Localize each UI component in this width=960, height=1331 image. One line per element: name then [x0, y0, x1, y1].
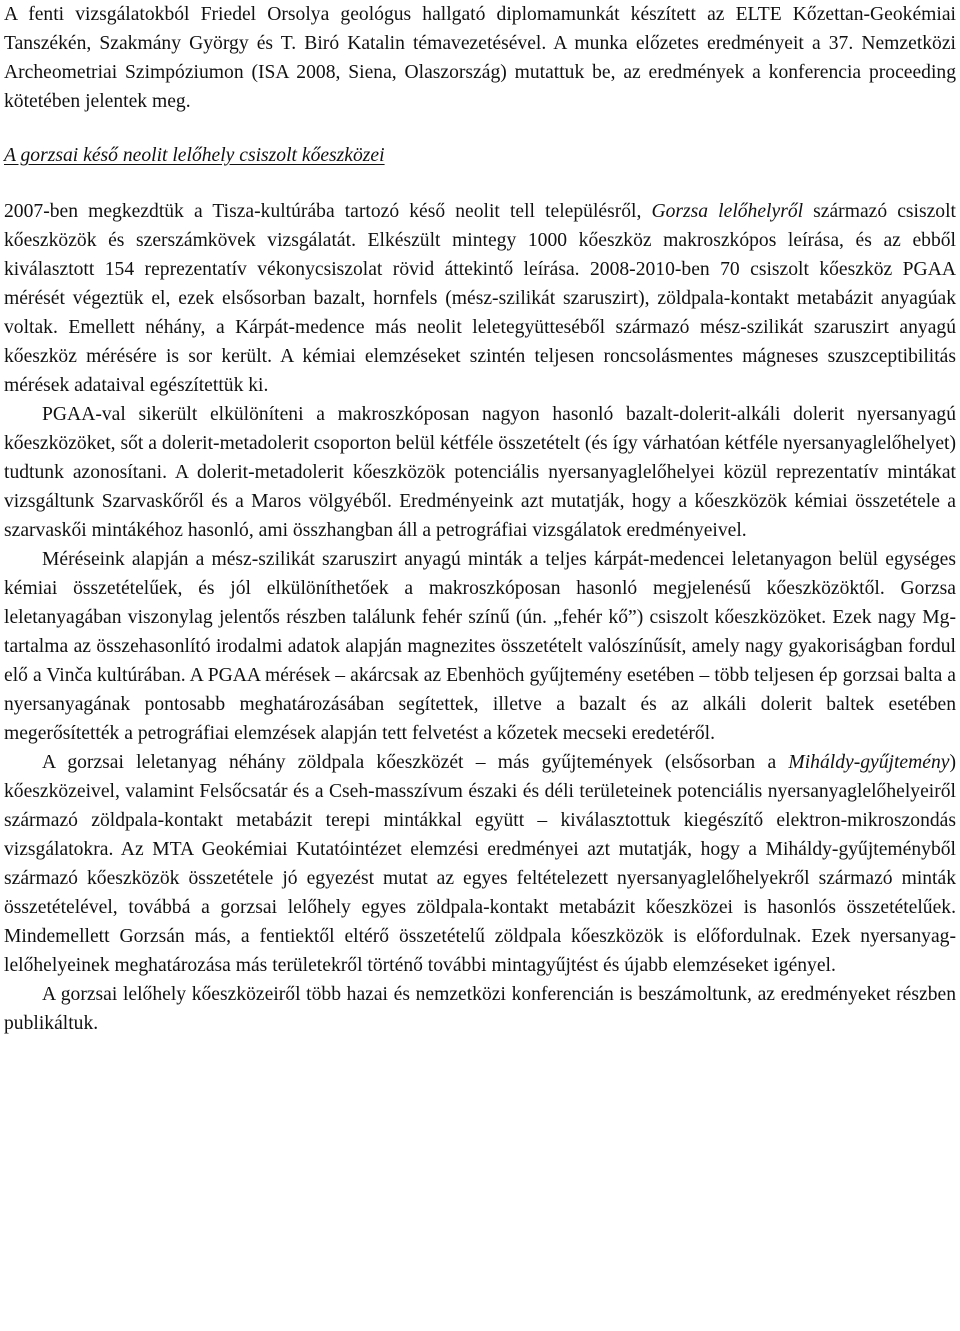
paragraph-1-text-c: származó csiszolt kőeszközök és szerszámkövek vizsgálatát. Elkészült mintegy 1000 kőeszköz makroszkópos leírása, és az ebből kiválasztott 154 reprezentatív vékonycsiszolat rövid áttekintő leírása. 2008-2010-ben 70 csiszolt kőeszköz PGAA mérését végeztük el, ezek elsősorban bazalt, hornfels (mész-szilikát szaruszirt), zöldpala-kontakt metabázit anyagúak voltak. Emellett néhány, a Kárpát-medence más neolit leletegyütteséből származó mész-szilikát szaruszirt anyagú kőeszköz mérésére is sor került. A kémiai elemzéseket szintén teljesen roncsolásmentes mágneses szuszceptibilitás mérések adataival egészítettük ki.	[4, 201, 956, 396]
paragraph-4-italic-collection: Miháldy-gyűjtemény	[788, 752, 950, 773]
paragraph-3: Méréseink alapján a mész-szilikát szaruszirt anyagú minták a teljes kárpát-medencei leletanyagon belül egységes kémiai összetételűek, és jól elkülöníthetőek a makroszkóposan hasonló megjelenésű kőeszközöktől. Gorzsa leletanyagában viszonylag jelentős részben találunk fehér színű (ún. „fehér kő”) csiszolt kőeszközöket. Ezek nagy Mg-tartalma az összehasonlító irodalmi adatok alapján magnezites összetételt valószínűsít, amely nagy gyakoriságban fordul elő a Vinča kultúrában. A PGAA mérések – akárcsak az Ebenhöch gyűjtemény esetében – több teljesen ép gorzsai balta a nyersanyagának pontosabb meghatározásában segítettek, illetve a bazalt és az alkáli dolerit baltek esetében megerősítették a petrográfiai elemzések alapján tett felvetést a kőzetek mecseki eredetéről.	[4, 549, 956, 744]
intro-paragraph: A fenti vizsgálatokból Friedel Orsolya geológus hallgató diplomamunkát készített az ELTE Kőzettan-Geokémiai Tanszékén, Szakmány György és T. Biró Katalin témavezetésével. A munka előzetes eredményeit a 37. Nemzetközi Archeometriai Szimpóziumon (ISA 2008, Siena, Olaszország) mutattuk be, az eredmények a konferencia proceeding kötetében jelentek meg.	[4, 4, 956, 112]
paragraph-1-text-a: 2007-ben megkezdtük a Tisza-kultúrába tartozó késő neolit tell településről,	[4, 201, 652, 222]
paragraph-4	[4, 748, 956, 980]
paragraph-4-text-c: ) kőeszközeivel, valamint Felsőcsatár és a Cseh-masszívum északi és déli területeinek potenciális nyersanyaglelőhelyeiről származó zöldpala-kontakt metabázit terepi mintákkal együtt – kiválasztottuk kiegészítő elektron-mikroszondás vizsgálatokra. Az MTA Geokémiai Kutatóintézet elemzési eredményei azt mutatják, hogy a Miháldy-gyűjteményből származó kőeszközök összetétele jó egyezést mutat az egyes feltételezett nyersanyaglelőhelyekről származó minták összetételével, továbbá a gorzsai lelőhely egyes zöldpala-kontakt metabázit kőeszközei is hasonlós összetételűek. Mindemellett Gorzsán más, a fentiektől eltérő összetételű zöldpala kőeszközök is előfordulnak. Ezek nyersanyag-lelőhelyeinek meghatározása más területekről történő további mintagyűjtést és újabb elemzéseket igényel.	[4, 752, 956, 976]
section-heading-wrap	[4, 141, 956, 170]
paragraph-5: A gorzsai lelőhely kőeszközeiről több hazai és nemzetközi konferencián is beszámoltunk, az eredményeket részben publikáltuk.	[4, 984, 956, 1034]
section-title: A gorzsai késő neolit lelőhely csiszolt kőeszközei	[4, 145, 385, 166]
paragraph-1-italic-site: Gorzsa lelőhelyről	[651, 201, 804, 222]
paragraph-4-text-a: A gorzsai leletanyag néhány zöldpala kőeszközét – más gyűjtemények (elsősorban a	[42, 752, 789, 773]
paragraph-2: PGAA-val sikerült elkülöníteni a makroszkóposan nagyon hasonló bazalt-dolerit-alkáli dolerit nyersanyagú kőeszközöket, sőt a dolerit-metadolerit csoporton belül kétféle összetételt (és így várhatóan kétféle nyersanyaglelőhelyet) tudtunk azonosítani. A dolerit-metadolerit kőeszközök potenciális nyersanyaglelőhelyei közül reprezentatív mintákat vizsgáltunk Szarvaskőről és a Maros völgyéből. Eredményeink azt mutatják, hogy a kőeszközök kémiai összetétele a szarvaskői mintákéhoz hasonló, ami összhangban áll a petrográfiai vizsgálatok eredményeivel.	[4, 404, 956, 541]
paragraph-1	[4, 197, 956, 400]
